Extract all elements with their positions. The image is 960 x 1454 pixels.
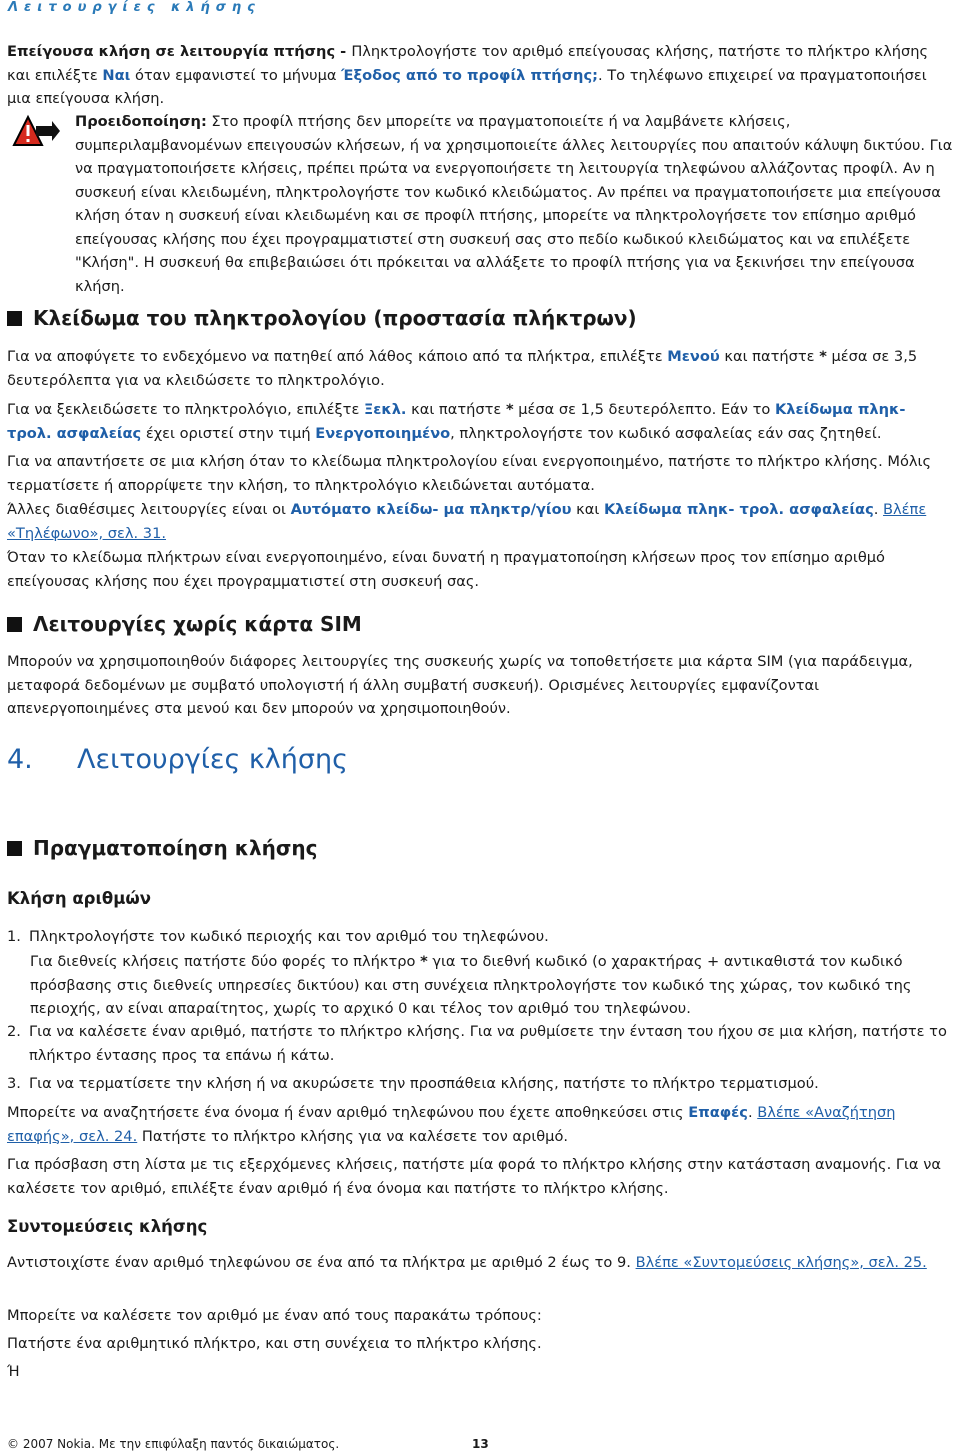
star-key: *: [420, 953, 428, 970]
section-bullet-icon: [7, 841, 22, 856]
contacts-option: Επαφές: [688, 1104, 748, 1121]
text-run: όταν εμφανιστεί το μήνυμα: [130, 66, 342, 84]
step1-note: [30, 950, 950, 1021]
text-run: Για να αποφύγετε το ενδεχόμενο να πατηθεί από λάθος κάποιο από τα πλήκτρα, επιλέξτε: [7, 348, 668, 365]
speed-dial-p3: Πατήστε ένα αριθμητικό πλήκτρο, και στη συνέχεια το πλήκτρο κλήσης.: [7, 1335, 542, 1352]
text-run: , πληκτρολογήστε τον κωδικό ασφαλείας εάν σας ζητηθεί.: [450, 424, 882, 442]
section-bullet-icon: [7, 311, 22, 326]
text-run: Πατήστε το πλήκτρο κλήσης για να καλέσετε τον αριθμό.: [137, 1127, 569, 1145]
speed-dial-p1: [7, 1251, 953, 1275]
text-run: Αντιστοιχίστε έναν αριθμό τηλεφώνου σε ένα από τα πλήκτρα με αριθμό 2 έως το 9.: [7, 1254, 636, 1271]
page-number: 13: [472, 1437, 489, 1451]
text-run: Για διεθνείς κλήσεις πατήστε δύο φορές το πλήκτρο: [30, 953, 421, 970]
emergency-paragraph: [7, 40, 953, 111]
text-run: .: [747, 1104, 758, 1121]
contact-search-link[interactable]: Βλέπε «Αναζήτηση επαφής», σελ. 24.: [7, 1104, 896, 1145]
subheading-speed-dial: Συντομεύσεις κλήσης: [7, 1217, 208, 1236]
keylock-p4: [7, 498, 953, 545]
warning-block: [75, 110, 955, 298]
contacts-paragraph: [7, 1101, 953, 1148]
list-number: 1.: [7, 928, 21, 945]
section-title: Λειτουργίες χωρίς κάρτα SIM: [33, 612, 362, 636]
warning-text: Στο προφίλ πτήσης δεν μπορείτε να πραγματοποιείτε ή να λαμβάνετε κλήσεις, συμπεριλαμβανομένων επειγουσών κλήσεων, ή να χρησιμοποιείτε άλλες λειτουργίες που απαιτούν κάλυψη δικτύου. Για να πραγματοποιήσετε κλήσεις, πρέπει πρώτα να ενεργοποιήσετε τη λειτουργία τηλεφώνου αλλάζοντας προφίλ. Αν η συσκευή είναι κλειδωμένη, πληκτρολογήστε τον κωδικό κλειδώματος. Αν πρέπει να πραγματοποιήσετε μια επείγουσα κλήση όταν η συσκευή είναι κλειδωμένη και σε προφίλ πτήσης, μπορείτε να πληκτρολογήσετε τον επίσημο αριθμό επείγουσας κλήσης που έχει προγραμματιστεί στη συσκευή σας στο πεδίο κωδικού κλειδώματος και να επιλέξετε "Κλήση". Η συσκευή θα επιβεβαιώσει ότι πρόκειται να αλλάξετε το προφίλ πτήσης για να ξεκινήσει την επείγουσα κλήση.: [75, 113, 953, 295]
list-item: [7, 925, 549, 949]
emergency-lead: Επείγουσα κλήση σε λειτουργία πτήσης -: [7, 43, 352, 60]
speed-dial-p2: Μπορείτε να καλέσετε τον αριθμό με έναν από τους παρακάτω τρόπους:: [7, 1307, 542, 1324]
star-key: *: [505, 401, 514, 418]
text-run: έχει οριστεί στην τιμή: [141, 424, 316, 442]
menu-option: Μενού: [667, 348, 720, 365]
text-run: . Το τηλέφωνο επιχειρεί να πραγματοποιήσει μια επείγουσα κλήση.: [7, 66, 927, 107]
text-run: Για να ξεκλειδώσετε το πληκτρολόγιο, επιλέξτε: [7, 401, 364, 418]
running-header: Λειτουργίες κλήσης: [8, 0, 261, 15]
text-run: Μπορείτε να αναζητήσετε ένα όνομα ή έναν αριθμό τηλεφώνου που έχετε αποθηκεύσει στις: [7, 1104, 689, 1121]
list-number: 2.: [7, 1023, 21, 1040]
exit-flight-message: Έξοδος από το προφίλ πτήσης;: [341, 66, 598, 84]
star-key: *: [819, 348, 827, 365]
section-title: Κλείδωμα του πληκτρολογίου (προστασία πλήκτρων): [33, 306, 637, 330]
text-run: για το διεθνή κωδικό (ο χαρακτήρας + αντικαθιστά τον κωδικό πρόσβασης στις διεθνείς υπηρεσίες δικτύου) και στη συνέχεια πληκτρολογήστε τον κωδικό της χώρας, τον κωδικό της περιοχής, αν είναι απαραίτητος, χωρίς το αρχικό 0 και τέλος τον αριθμό του τηλεφώνου.: [30, 953, 912, 1017]
section-title: Πραγματοποίηση κλήσης: [33, 836, 318, 860]
chapter-title: Λειτουργίες κλήσης: [77, 744, 348, 775]
list-item: [7, 1072, 819, 1096]
security-keyguard-option: Κλείδωμα πληκ- τρολ. ασφαλείας: [603, 501, 874, 518]
section-making-call-heading: [7, 836, 318, 860]
phone-page-link[interactable]: Βλέπε «Τηλέφωνο», σελ. 31.: [7, 501, 927, 542]
section-bullet-icon: [7, 617, 22, 632]
text-run: Πληκτρολογήστε τον αριθμό επείγουσας κλήσης, πατήστε το πλήκτρο κλήσης και επιλέξτε: [7, 43, 929, 84]
text-run: μέσα σε 1,5 δευτερόλεπτο. Εάν το: [513, 401, 775, 418]
list-text: Πληκτρολογήστε τον κωδικό περιοχής και τον αριθμό του τηλεφώνου.: [29, 928, 549, 945]
yes-option: Ναι: [102, 66, 131, 84]
speed-dial-p4: Ή: [7, 1363, 20, 1380]
list-text: Για να τερματίσετε την κλήση ή να ακυρώσετε την προσπάθεια κλήσης, πατήστε το πλήκτρο τερματισμού.: [29, 1075, 819, 1092]
dialed-calls-paragraph: Για πρόσβαση στη λίστα με τις εξερχόμενες κλήσεις, πατήστε μία φορά το πλήκτρο κλήσης στην κατάσταση αναμονής. Για να καλέσετε τον αριθμό, επιλέξτε έναν αριθμό ή ένα όνομα και πατήστε το πλήκτρο κλήσης.: [7, 1156, 941, 1197]
warning-label: Προειδοποίηση:: [75, 113, 207, 130]
section-keylock-heading: [7, 306, 637, 330]
text-run: Άλλες διαθέσιμες λειτουργίες είναι οι: [7, 501, 291, 518]
warning-icon: [10, 112, 62, 148]
list-item: [7, 1020, 953, 1067]
text-run: και πατήστε: [719, 348, 820, 365]
section-nosim-heading: [7, 612, 362, 636]
footer-copyright: © 2007 Nokia. Με την επιφύλαξη παντός δικαιώματος.: [7, 1437, 340, 1451]
text-run: .: [873, 501, 884, 518]
text-run: και: [571, 501, 604, 518]
keylock-p2: [7, 398, 953, 445]
list-text: Για να καλέσετε έναν αριθμό, πατήστε το πλήκτρο κλήσης. Για να ρυθμίσετε την ένταση του ήχου σε μια κλήση, πατήστε το πλήκτρο έντασης προς τα επάνω ή κάτω.: [29, 1023, 947, 1064]
nosim-p1: Μπορούν να χρησιμοποιηθούν διάφορες λειτουργίες της συσκευής χωρίς να τοποθετήσετε μια κάρτα SIM (για παράδειγμα, μεταφορά δεδομένων με συμβατό υπολογιστή ή άλλη συμβατή συσκευή). Ορισμένες λειτουργίες εμφανίζονται απενεργοποιημένες στα μενού και δεν μπορούν να χρησιμοποιηθούν.: [7, 653, 913, 717]
list-number: 3.: [7, 1075, 21, 1092]
auto-keyguard-option: Αυτόματο κλείδω- μα πληκτρ/γίου: [290, 501, 572, 518]
chapter-number: 4.: [7, 744, 33, 775]
enabled-value: Ενεργοποιημένο: [315, 424, 451, 442]
subheading-call-numbers: Κλήση αριθμών: [7, 889, 151, 908]
unlock-option: Ξεκλ.: [363, 401, 407, 418]
keylock-p5: Όταν το κλείδωμα πλήκτρων είναι ενεργοποιημένο, είναι δυνατή η πραγματοποίηση κλήσεων προς τον επίσημο αριθμό επείγουσας κλήσης που έχει προγραμματιστεί στη συσκευή σας.: [7, 549, 885, 590]
speed-dial-link[interactable]: Βλέπε «Συντομεύσεις κλήσης», σελ. 25.: [635, 1254, 927, 1271]
chapter-heading: [7, 744, 348, 775]
keylock-p1: [7, 345, 953, 392]
text-run: και πατήστε: [406, 401, 506, 418]
text-run: μέσα σε 3,5 δευτερόλεπτα για να κλειδώσετε το πληκτρολόγιο.: [7, 348, 918, 389]
security-keyguard-option: Κλείδωμα πληκ- τρολ. ασφαλείας: [7, 401, 906, 442]
keylock-p3: Για να απαντήσετε σε μια κλήση όταν το κλείδωμα πληκτρολογίου είναι ενεργοποιημένο, πατήστε το πλήκτρο κλήσης. Μόλις τερματίσετε ή απορρίψετε την κλήση, το πληκτρολόγιο κλειδώνεται αυτόματα.: [7, 453, 932, 494]
